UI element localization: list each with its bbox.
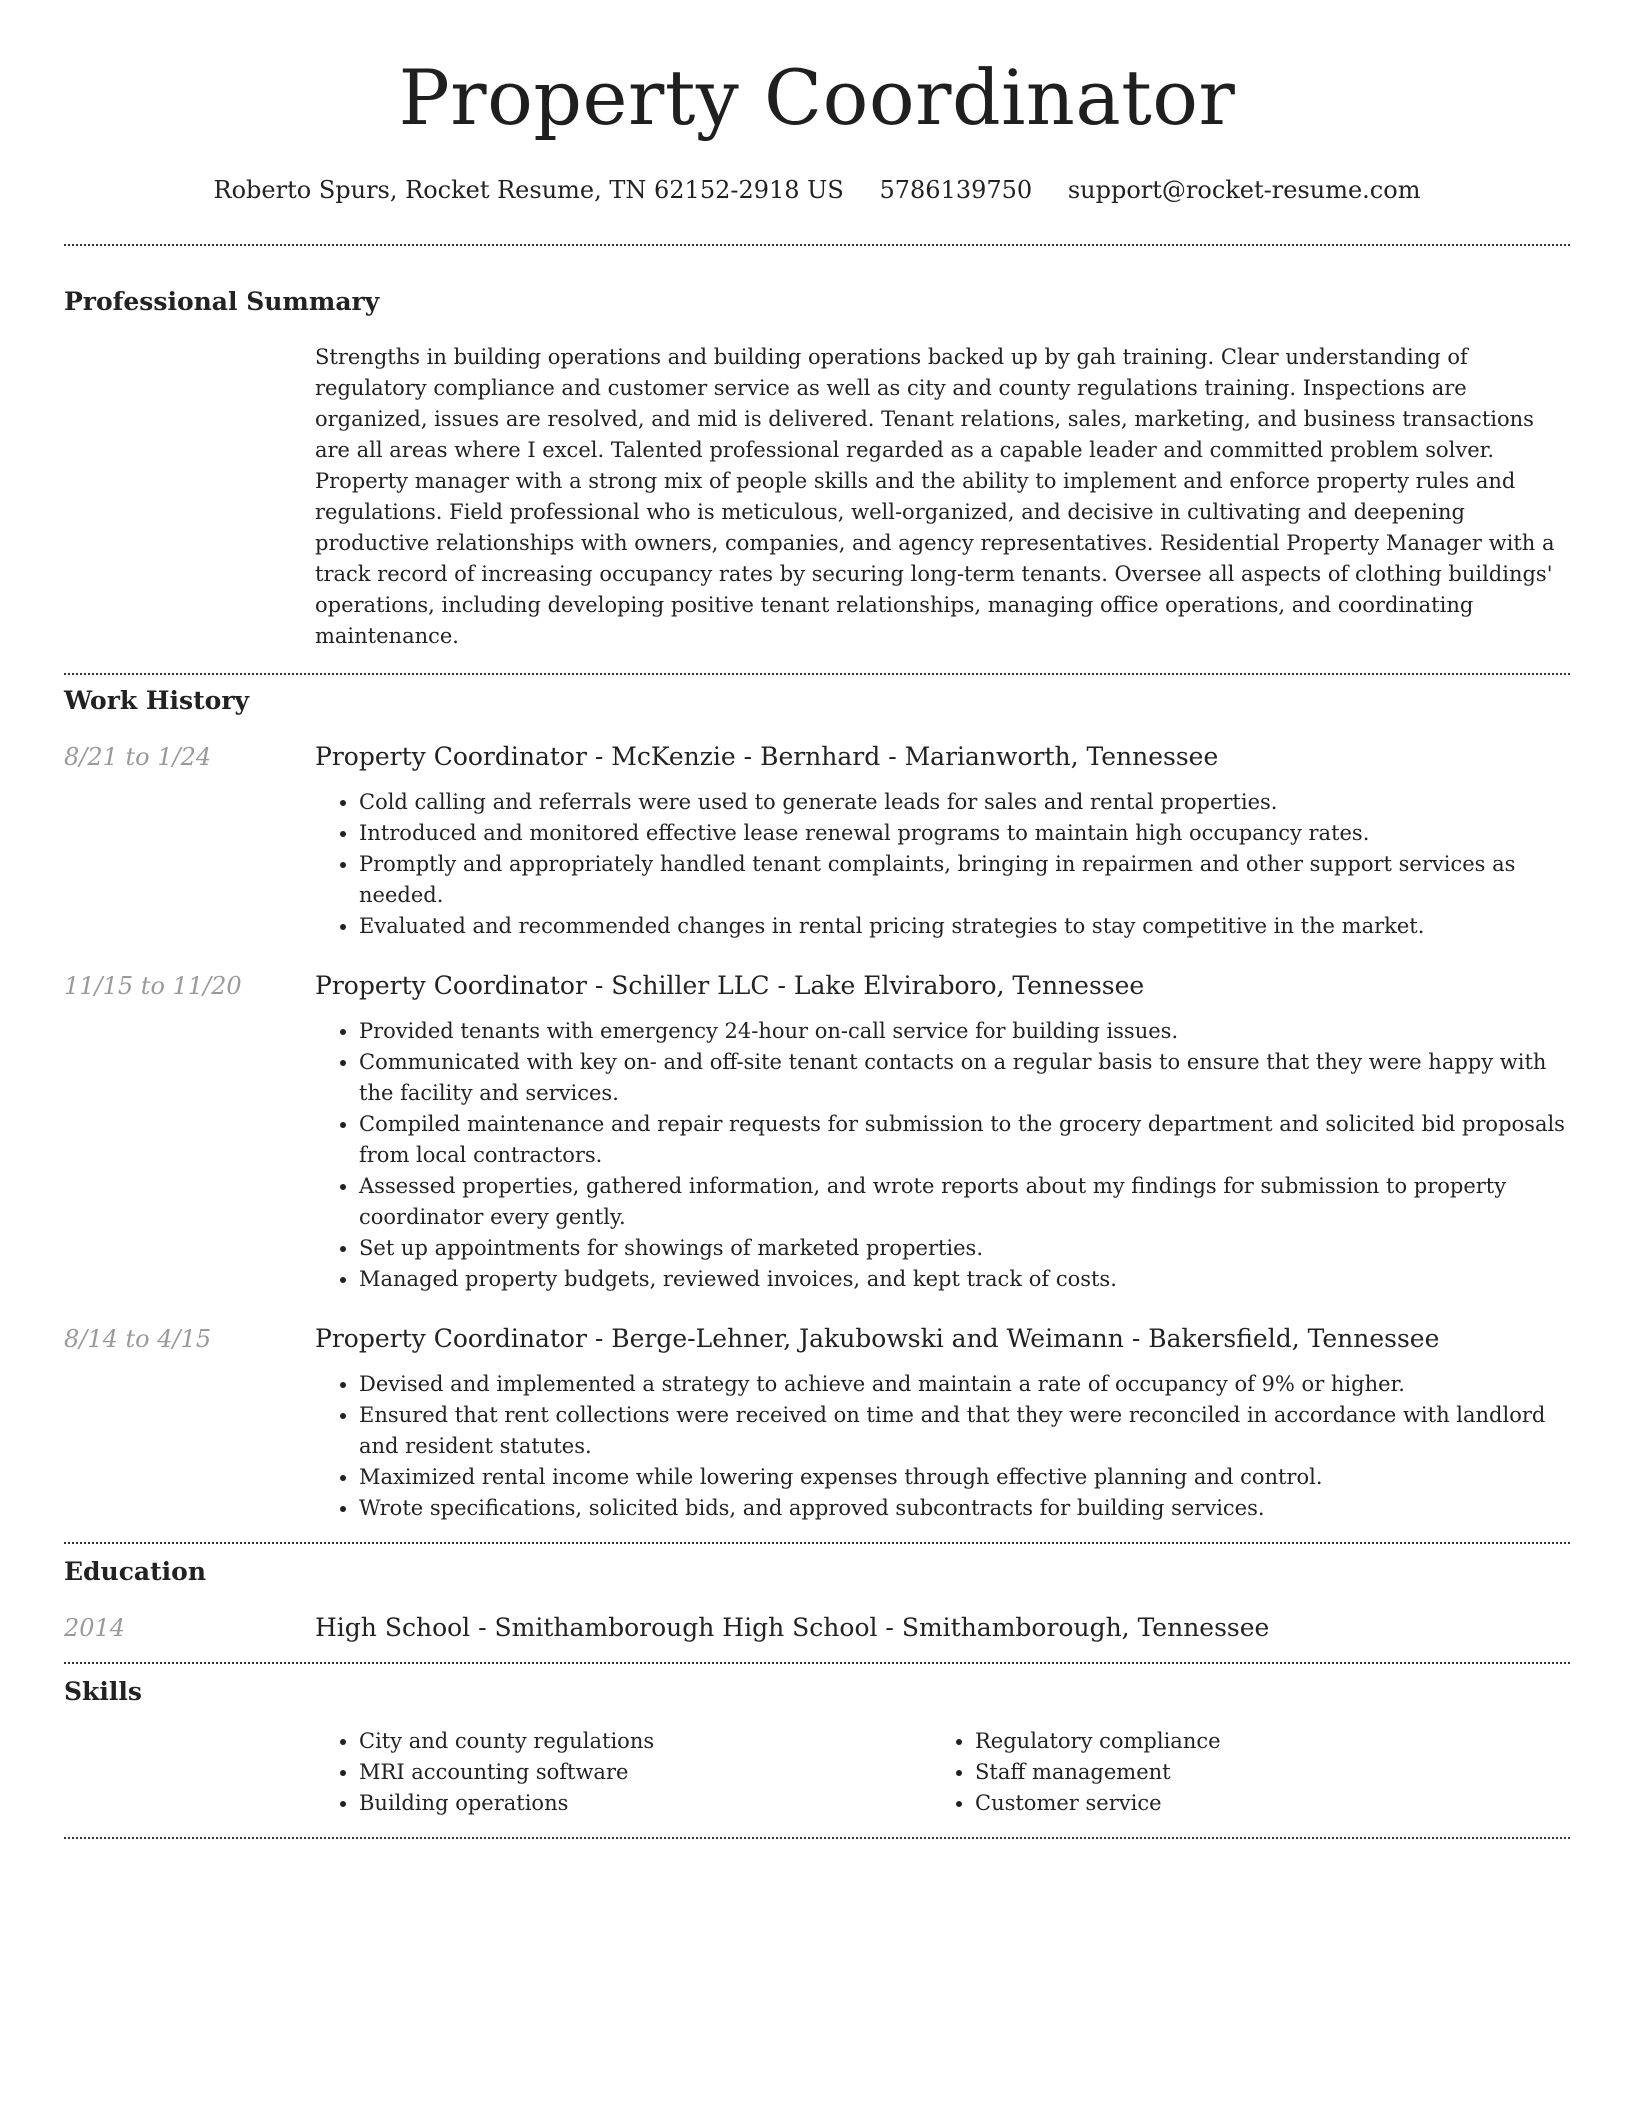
contact-email: support@rocket-resume.com	[1067, 176, 1421, 204]
job-bullet: • Set up appointments for showings of marketed properties.	[359, 1233, 1570, 1264]
skill-item: • Regulatory compliance	[975, 1726, 1505, 1757]
section-title-skills: Skills	[64, 1677, 142, 1706]
job-entry	[64, 1323, 1570, 1524]
section-divider	[64, 1542, 1570, 1544]
job-bullets	[315, 787, 1570, 942]
section-title-education: Education	[64, 1557, 207, 1586]
job-bullet: • Ensured that rent collections were received on time and that they were reconciled in accordance with landlord and resident statutes.	[359, 1400, 1570, 1462]
job-heading: Property Coordinator - Berge-Lehner, Jakubowski and Weimann - Bakersfield, Tennessee	[315, 1324, 1440, 1353]
skills-list	[315, 1726, 1570, 1819]
job-bullet: • Promptly and appropriately handled tenant complaints, bringing in repairmen and other support services as needed.	[359, 849, 1570, 911]
contact-address: Roberto Spurs, Rocket Resume, TN 62152-2918 US	[213, 176, 844, 204]
skill-item: • Customer service	[975, 1788, 1505, 1819]
job-bullet: • Evaluated and recommended changes in rental pricing strategies to stay competitive in the market.	[359, 911, 1570, 942]
skills-column-left	[315, 1726, 931, 1819]
resume-page	[64, 0, 1570, 1839]
job-bullet: • Compiled maintenance and repair requests for submission to the grocery department and solicited bid proposals from local contractors.	[359, 1109, 1570, 1171]
job-bullets	[315, 1016, 1570, 1295]
section-divider	[64, 673, 1570, 675]
job-bullet: • Assessed properties, gathered information, and wrote reports about my findings for submission to property coordinator every gently.	[359, 1171, 1570, 1233]
summary-text: Strengths in building operations and building operations backed up by gah training. Clear understanding of regulatory compliance and customer service as well as city and county regulations training. Inspections are organized, issues are resolved, and mid is delivered. Tenant relations, sales, marketing, and business transactions are all areas where I excel. Talented professional regarded as a capable leader and committed problem solver. Property manager with a strong mix of people skills and the ability to implement and enforce property rules and regulations. Field professional who is meticulous, well-organized, and decisive in cultivating and deepening productive relationships with owners, companies, and agency representatives. Residential Property Manager with a track record of increasing occupancy rates by securing long-term tenants. Oversee all aspects of clothing buildings' operations, including developing positive tenant relationships, managing office operations, and coordinating maintenance.	[315, 345, 1555, 648]
job-bullet: • Cold calling and referrals were used to generate leads for sales and rental properties.	[359, 787, 1570, 818]
job-dates: 8/14 to 4/15	[64, 1325, 212, 1353]
job-bullet: • Provided tenants with emergency 24-hour on-call service for building issues.	[359, 1016, 1570, 1047]
job-heading: Property Coordinator - Schiller LLC - Lake Elviraboro, Tennessee	[315, 971, 1145, 1000]
job-bullet: • Introduced and monitored effective lease renewal programs to maintain high occupancy rates.	[359, 818, 1570, 849]
education-year: 2014	[64, 1614, 126, 1642]
job-bullet: • Maximized rental income while lowering expenses through effective planning and control.	[359, 1462, 1570, 1493]
resume-title: Property Coordinator	[398, 53, 1236, 142]
education-heading: High School - Smithamborough High School - Smithamborough, Tennessee	[315, 1613, 1270, 1642]
education-entry	[64, 1612, 1570, 1644]
job-bullet: • Wrote specifications, solicited bids, and approved subcontracts for building services.	[359, 1493, 1570, 1524]
section-divider	[64, 244, 1570, 246]
job-entry	[64, 741, 1570, 942]
skill-item: • Building operations	[359, 1788, 931, 1819]
job-heading: Property Coordinator - McKenzie - Bernhard - Marianworth, Tennessee	[315, 742, 1219, 771]
skills-column-right	[931, 1726, 1505, 1819]
job-entry	[64, 970, 1570, 1295]
skill-item: • Staff management	[975, 1757, 1505, 1788]
section-title-summary: Professional Summary	[64, 287, 380, 316]
section-divider	[64, 1837, 1570, 1839]
job-bullet: • Devised and implemented a strategy to achieve and maintain a rate of occupancy of 9% or higher.	[359, 1369, 1570, 1400]
contact-phone: 5786139750	[879, 176, 1033, 204]
job-dates: 8/21 to 1/24	[64, 743, 212, 771]
job-bullet: • Communicated with key on- and off-site tenant contacts on a regular basis to ensure that they were happy with the facility and services.	[359, 1047, 1570, 1109]
contact-line	[64, 174, 1570, 206]
job-dates: 11/15 to 11/20	[64, 972, 242, 1000]
section-title-work-history: Work History	[64, 686, 250, 715]
skill-item: • City and county regulations	[359, 1726, 931, 1757]
job-bullets	[315, 1369, 1570, 1524]
section-divider	[64, 1662, 1570, 1664]
job-bullet: • Managed property budgets, reviewed invoices, and kept track of costs.	[359, 1264, 1570, 1295]
skill-item: • MRI accounting software	[359, 1757, 931, 1788]
